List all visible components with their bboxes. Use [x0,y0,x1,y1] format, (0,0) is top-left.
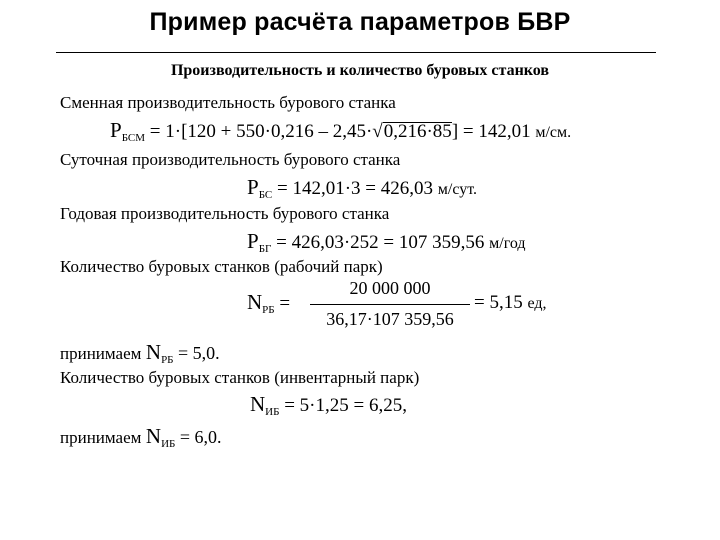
formula-variable: Р [247,229,259,253]
formula-subscript: ИБ [265,406,280,418]
accept-value: = 6,0. [179,427,222,447]
shift-productivity-formula [110,118,571,144]
daily-productivity-formula [247,175,477,201]
fraction-numerator: 20 000 000 [349,278,431,298]
slide-title: Пример расчёта параметров БВР [149,8,571,36]
formula-variable: Р [110,118,122,142]
formula-expression: = 5·1,25 = 6,25, [284,395,407,416]
formula-expression: = 426,03·252 = 107 359,56 [276,232,485,253]
formula-expression: = 142,01·3 = 426,03 [277,178,434,199]
formula-variable: N [145,424,162,448]
formula-subscript: РБ [161,354,174,366]
inventory-fleet-label: Количество буровых станков (инвентарный парк) [60,368,420,387]
formula-subscript: БГ [258,243,272,255]
formula-variable: Р [247,175,259,199]
formula-result: = 5,15 [474,292,523,313]
formula-expression-left: = 1·[120 + 550·0,216 – 2,45· [149,121,373,142]
working-fleet-lhs [247,290,290,316]
sqrt-sign: √ [372,121,383,142]
accept-value: = 5,0. [178,343,220,363]
formula-unit: м/см. [535,124,572,141]
yearly-productivity-label: Годовая производительность бурового станка [60,204,390,223]
accept-working-fleet [60,340,220,366]
title-divider [56,52,656,53]
formula-unit: ед, [527,295,547,312]
accept-prefix: принимаем [60,344,142,363]
sqrt-content: 0,216·85 [383,121,452,142]
accept-inventory-fleet [60,424,221,450]
formula-unit: м/сут. [437,181,478,198]
daily-productivity-label: Суточная производительность бурового станка [60,150,401,169]
inventory-fleet-formula [250,392,407,418]
formula-subscript: БС [258,189,273,201]
working-fleet-label: Количество буровых станков (рабочий парк) [60,257,383,276]
working-fleet-result [474,292,547,314]
accept-prefix: принимаем [60,428,142,447]
formula-subscript: БСМ [121,132,146,144]
formula-equals: = [279,293,291,314]
section-title: Производительность и количество буровых станков [170,62,550,79]
formula-subscript: РБ [262,304,275,316]
formula-variable: N [247,290,263,314]
fraction-bar [310,304,470,305]
formula-variable: N [145,340,162,364]
shift-productivity-label: Сменная производительность бурового станка [60,93,396,112]
formula-variable: N [250,392,266,416]
fraction-denominator: 36,17·107 359,56 [326,309,454,329]
formula-subscript: ИБ [161,438,176,450]
yearly-productivity-formula [247,229,526,255]
formula-unit: м/год [489,235,526,252]
formula-expression-right: ] = 142,01 [451,121,531,142]
